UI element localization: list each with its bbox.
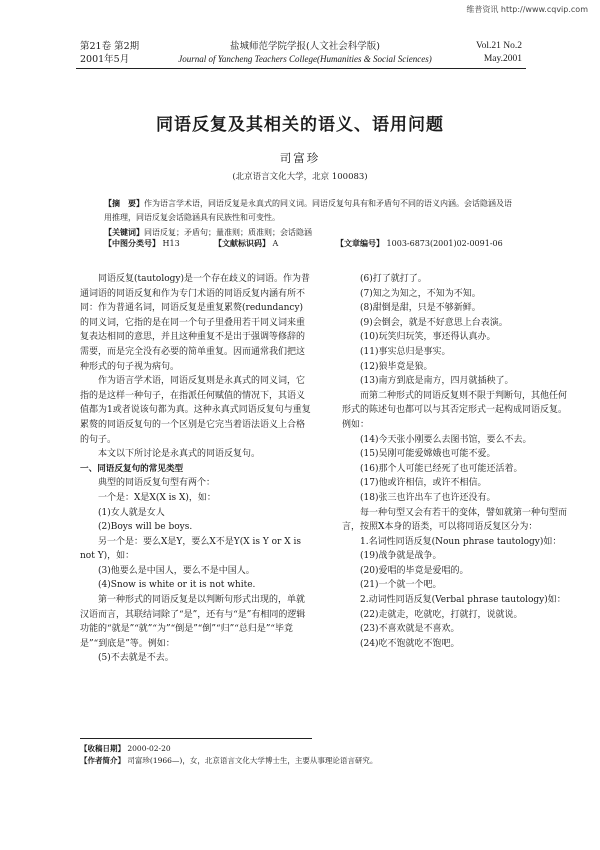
example-line: (24)吃不饱就吃不饱吧。 [360,638,460,649]
article-title: 同语反复及其相关的语义、语用问题 [156,115,444,135]
example-line: 一个是：X是X(X is X)，如： [98,492,216,503]
keywords-label: 【关键词】 [104,227,144,237]
footnote-divider [80,738,312,739]
body-paragraph: 每一种句型又会有若干的变体，譬如就第一种句型而言，按照X本身的语类，可以将同语反复区分为： [342,507,568,533]
header-journal [160,40,450,66]
example-line: (1)女人就是女人 [98,507,165,518]
example-line: (21)一个就一个吧。 [360,580,442,591]
example-line: (19)战争就是战争。 [360,551,442,562]
volume-issue-en: Vol.21 No.2 [475,41,522,51]
example-line: (22)走就走，吃就吃，打就打，说就说。 [360,609,523,620]
example-line: (13)南方到底是南方，四月就插秧了。 [360,376,514,387]
journal-title-en: Journal of Yancheng Teachers College(Humanities & Social Sciences) [178,54,432,64]
watermark: 维普资讯 http://www.cqvip.com [466,5,588,14]
body-paragraph: 同语反复(tautology)是一个存在歧义的词语。作为普通词语的同语反复和作为专门术语的同语反复内涵有所不同：作为普通名词，同语反复是重复累赘(redundancy)的同义词，它指的是在同一个句子里叠用若干同义词来重复表达相同的意思，并且这种重复不是出于强调等修辞的需要，而是完全没有必要的简单重复。因而通常我们把这种形式的句子视为病句。 [80,274,310,372]
keywords-text: 同语反复；矛盾句；量准则；质准则；会话隐涵 [144,228,312,237]
clc-code: 【中图分类号】 H13 [104,238,180,248]
example-line: (11)事实总归是事实。 [360,346,451,357]
example-line: (20)爱唱的毕竟是爱唱的。 [360,565,469,576]
example-line: 1.名词性同语反复(Noun phrase tautology)如： [360,536,562,547]
body-column-left [80,272,312,666]
example-line: 2.动词性同语反复(Verbal phrase tautology)如： [360,595,566,606]
header-divider [76,68,526,69]
body-paragraph: 作为语言学术语，同语反复则是永真式的同义词，它指的是这样一种句子，在指派任何赋值的情况下，其语义值都为1或者说该句都为真。这种永真式同语反复句与重复累赘的同语反复句的一个区别是它完当着语法语义上合格的句子。 [80,376,311,445]
example-line: (17)他或许相信，或许不相信。 [360,478,487,489]
article-number: 【文章编号】 1003-6873(2001)02-0091-06 [336,238,503,248]
author-name: 司富珍 [279,151,321,165]
header-right [476,40,522,66]
body-paragraph: 第一种形式的同语反复是以判断句形式出现的，单就汉语而言，其联结词除了“是”，还有与“是”有相同的逻辑功能的“就是”“就”“为”“倒是”“倒”“归”“总归是”“毕竟是”“到底是”等。例如： [80,595,306,649]
example-line: (6)打了就打了。 [360,274,427,284]
header-left [80,40,139,66]
abstract-text: 作为语言学术语，同语反复是永真式的同义词。同语反复句具有和矛盾句不同的语义内涵。会话隐涵及语用推理，同语反复会话隐涵具有民族性和可变性。 [104,199,512,222]
body-paragraph: 本文以下所讨论是永真式的同语反复句。 [98,449,261,460]
volume-issue-zh: 第21卷 第2期 [80,41,140,52]
example-line: (7)知之为知之，不知为不知。 [360,288,481,299]
example-line: (18)张三也许出车了也许还没有。 [360,492,496,503]
footnotes [80,743,380,767]
example-line: (4)Snow is white or it is not white. [98,580,256,591]
example-line: (5)不去就是不去。 [98,653,174,664]
doc-code: 【文献标识码】 A [214,238,279,248]
example-line: 另一个是：要么X是Y，要么X不是Y(X is Y or X is not Y)，如： [80,536,301,562]
example-line: (16)那个人可能已经死了也可能还活着。 [360,463,523,474]
affiliation: (北京语言文化大学，北京 100083) [232,172,368,182]
journal-title-zh: 盐城师范学院学报(人文社会科学版) [230,41,380,52]
abstract-label: 【摘 要】 [104,198,144,208]
example-line: (9)会倒会，就是不好意思上台表演。 [360,317,508,328]
example-line: (2)Boys will be boys. [98,522,193,533]
abstract [104,196,514,225]
example-line: (23)不喜欢就是不喜欢。 [360,624,460,635]
example-line: (14)今天张小刚要么去图书馆，要么不去。 [360,434,532,445]
date-zh: 2001年5月 [80,54,130,65]
date-en: May.2001 [483,54,522,64]
body-column-right [342,272,574,651]
section-heading: 一、同语反复句的常见类型 [80,463,184,474]
example-line: (10)玩笑归玩笑，事还得认真办。 [360,332,496,343]
abstract-block [104,196,514,240]
example-line: (15)吴刚可能爱嫦娥也可能不爱。 [360,449,496,460]
author-bio: 【作者简介】 司富珍(1966—)，女，北京语言文化大学博士生，主要从事理论语言研究。 [80,756,378,765]
body-paragraph: 而第二种形式的同语反复则不限于判断句，其他任何形式的陈述句也都可以与其否定形式一起构成同语反复。例如： [342,390,568,430]
example-line: (8)甜倒是甜，只是不够新鲜。 [360,303,481,314]
received-date: 【收稿日期】 2000-02-20 [80,744,171,753]
example-line: (3)他要么是中国人，要么不是中国人。 [98,565,255,576]
example-line: (12)狼毕竟是狼。 [360,361,433,372]
body-paragraph: 典型的同语反复句型有两个： [98,478,216,489]
